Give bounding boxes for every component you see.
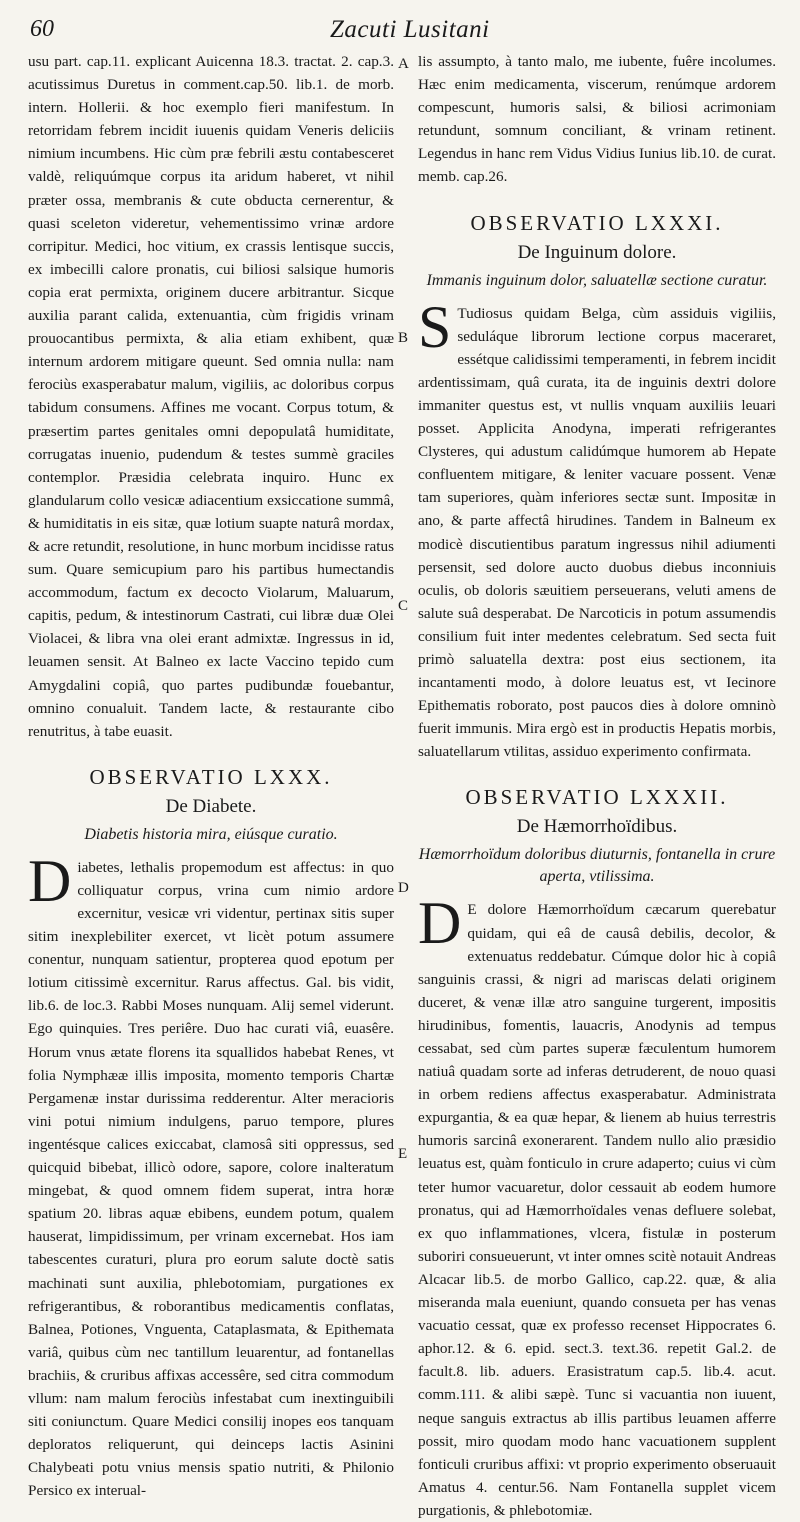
right-column [418,50,776,1522]
obs81-title: OBSERVATIO LXXXI. [470,210,724,235]
obs80-body-text: iabetes, lethalis propemodum est affectus: in quo colliquatur corpus, vrina cum nimio ardore excernitur, vesicæ vri videntur, pertinax sitis super sitim inexplebiliter exercet, vt licèt potum assumere conentur, nunquam satientur, propterea quod epotum per lotium citissimè excernitur. Rarus affectus. Gal. bis vidit, lib.6. de loc.3. Rabbi Moses nunquam. Alij semel viderunt. Ego quinquies. Tres periêre. Duo hac curati viâ, euasêre. Horum vnus ætate florens ita squallidos habebat Renes, vt folia Nymphææ illis imposita, momento temporis Chartæ Pergamenæ instar durissima redderentur. Alter meracioris vini potui nimium indulgens, paruo tempore, plures ingentésque calices exiccabat, clamosâ siti oppressus, sed quicquid bibebat, illicò odore, sapore, colore inalteratum mingebat, & quod omnem fidem superat, intra horæ spatium 20. libras aquæ ebibens, eundem potum, qualem hauserat, limpidissimum, per vrinam excernebat. Hos iam tabescentes curaturi, plura pro eorum salute doctè satis machinati sunt auxilia, phlebotomiam, purgationes ex refrigerantibus, & roborantibus medicamentis conflatas, Balnea, Potiones, Vnguenta, Cataplasmata, & Epithemata variâ, quibus cùm nec tantillum leuarentur, ad fontanellas brachiis, & cruribus affixas accessêre, sed citra commodum vllum: nam malum ferociùs infestabat cum inextinguibili siti coniunctum. Quare Medici consilij inopes eos tanquam deploratos reliquerunt, qui deinceps lactis Asinini Chalybeati potu vnius mensis spatio nutriti, & Philonio Persico ex interual- [28,858,394,1500]
obs82-body-text: E dolore Hæmorrhoïdum cæcarum querebatur quidam, qui eâ de causâ debilis, decolor, & extenuatus reddebatur. Cúmque dolor hic à copiâ sanguinis crassi, & nigri ad mariscas delati originem duceret, & venæ illæ atro sanguine turgerent, impositis hirudinibus, fomentis, lauacris, Anodynis ad tempus cessabat, sed cùm partes superæ fæculentum humorem natiuâ quadam sorte ad inferas detruderent, de nouo quasi in orbem rediens affectus exasperabatur. Administrata expurgantia, & ea quæ hepar, & lienem ab huius terrestris humoris sarcinâ exonerarent. Tandem nullo alio præsidio leuatus est, quàm fonticulo in crure adaperto; cuius vi cùm teter humor vacuaretur, dolor cessauit ab eodem humore pronatus, qui ad Hæmorrhoïdales venas defluere solebat, ex quo inflammationes, vlcera, fistulæ in posterum suboriri consueuerunt, vt inter omnes scitè notauit Andreas Alcacar lib.5. de morbo Gallico, cap.22. quæ, & alia miseranda mala eueniunt, quando consueta per has venas vacuatio cessat, quæ ex professo recenset Hippocrates 6. aphor.12. & 6. epid. sect.3. text.36. repetit Gal.2. de facult.8. lib. aduers. Erasistratum cap.5. lib.4. acut. comm.111. & alibi sæpè. Tunc si vacuantia non iuuent, neque sanguis extractus ab illis partibus leuamen afferre possit, miro quodam modo hanc vacuationem supplent fonticuli cruribus affixi: vt proprio experimento obseruauit Amatus 4. centur.56. Nam Fontanella supplet vicem purgationis, & phlebotomiæ. [418,901,776,1519]
margin-letter-a: A [398,56,409,72]
page-number: 60 [30,16,54,42]
margin-letter-d: D [398,880,409,896]
obs80-subtitle: De Diabete. [165,795,257,817]
obs81-description: Immanis inguinum dolor, saluatellæ sectione curatur. [426,271,768,289]
margin-letter-c: C [398,598,409,614]
obs81-dropcap: S [418,293,452,360]
running-head [0,14,800,48]
obs82-dropcap: D [418,890,462,957]
obs80-title: OBSERVATIO LXXX. [89,764,333,789]
margin-letter-b: B [398,330,409,346]
obs81-body [418,293,776,764]
obs81-subtitle: De Inguinum dolore. [517,241,677,263]
obs82-body [418,890,776,1522]
running-title: Zacuti Lusitani [330,16,490,43]
obs80-body [28,847,394,1503]
obs82-description: Hæmorrhoïdum doloribus diuturnis, fontanella in crure aperta, vtilissima. [418,846,776,886]
margin-letter-e: E [398,1146,408,1162]
obs82-subtitle: De Hæmorrhoïdibus. [516,816,678,838]
obs82-title: OBSERVATIO LXXXII. [465,785,729,810]
left-intro-paragraph: usu part. cap.11. explicant Auicenna 18.3. tractat. 2. cap.3. acutissimus Duretus in comment.cap.50. lib.1. de morb. intern. Hollerii. & hoc exemplo fieri manifestum. In retorridam febrem incidit iuuenis quidam Veneris deliciis nimium incumbens. Hic cùm præ febrili æstu contabesceret valdè, reliquúmque corpus ita aridum haberet, vt nihil præter ossa, membranis & cute obducta cernerentur, & quasi sceleton videretur, vehementissimo vrinæ ardore corripitur. Medici, hoc vitium, ex crassis lentisque succis, ex imbecilli calore pronatis, cui biliosi salsique humoris copia erat permixta, originem ducere arbitrantur. Sicque auxilia parant calida, extenuantia, cùm frigidis vrinam prouocantibus permixta, & alia etiam exhibent, quæ internum ardorem mitigare queunt. Sed omnia nulla: nam ferociùs exasperabatur malum, vigiliis, ac doloribus corpus tabidum consumens. Affines me vocant. Corpus totum, & præsertim partes genitales omni depopulatâ humiditate, corrugatas inuenio, pudendum & testes summè graciles contemplor. Præsidia celebrata inquiro. Hunc ex glandularum collo vesicæ adiacentium exsiccatione summâ, & humiditatis in eis sitæ, quæ lotium suapte naturâ mordax, & acre retundit, resolutione, in hunc morbum incidisse ratus sum. Quare semicupium paro his partibus humectandis accommodum, factum ex decocto Violarum, Maluarum, capitis, pedum, & intestinorum Castrati, cui libræ duæ Olei Violacei, & libra vna olei erant admixtæ. Ingressus in id, leuamen sensit. At Balneo ex lacte Vaccino tepido cum Amygdalini copiâ, quo partes pudibundæ fouebantur, omnino conualuit. Tandem lacte, & restaurante cibo renutritus, à tabe euasit. [28,53,394,740]
obs81-body-text: Tudiosus quidam Belga, cùm assiduis vigiliis, seduláque librorum lectione corpus maceraret, essétque calidissimi temperamenti, in febrem incidit ardentissimam, quâ curata, ita de inguinis dextri dolore immaniter questus est, vt nullis vnquam auxiliis leuari posset. Applicita Anodyna, imperati refrigerantes Clysteres, qui adustum calidúmque humorem ab Hepate confluentem mitigare, & leniter vacuare possent. Venæ tam superiores, quàm inferiores sectæ sunt. Impositæ in ano, & parte affectâ hirudines. Tandem in Balneum ex modicè discutientibus paratum ingressus nihil adiumenti persensit, sed dolore aucto duobus diebus inconniuis oculis, ob doloris sæuitiem perseuerans, veluti amens de salute suâ desperabat. De Narcoticis in potum assumendis consilium fuit inter medentes celebratum. Sed secta fuit primò saluatella dextra: post eius sectionem, ita incantamenti modo, à dolore leuatus est, vt Iecinore Epithematis roborato, post paucos dies à dolore omninò fuerit immunis. Mira ergò est in productis Hepatis morbis, saluatellarum vtilitas, assiduo experimento confirmata. [418,304,776,761]
left-column [28,50,394,1502]
right-intro-paragraph: lis assumpto, à tanto malo, me iubente, fuêre incolumes. Hæc enim medicamenta, viscerum, renúmque ardorem compescunt, humoris salsi, & biliosi acrimoniam retundunt, somnum conciliant, & vrinam retinent. Legendus in hanc rem Vidus Vidius Iunius lib.10. de curat. memb. cap.26. [418,53,776,186]
obs80-dropcap: D [28,847,72,914]
obs80-description: Diabetis historia mira, eiúsque curatio. [84,825,338,843]
